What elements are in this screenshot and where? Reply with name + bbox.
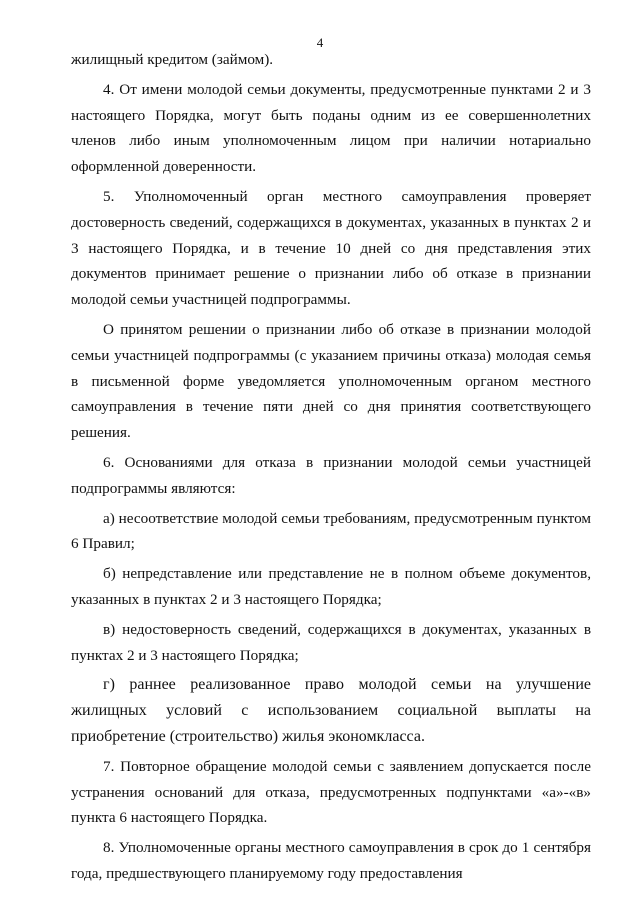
paragraph-item-7: 7. Повторное обращение молодой семьи с заявлением допускается после устранения оснований для отказа, предусмотренных подпунктами «а»-«в» пункта 6 настоящего Порядка. (71, 757, 591, 827)
paragraph-item-6: 6. Основаниями для отказа в признании молодой семьи участницей подпрограммы являются: (71, 453, 591, 497)
paragraph-subitem-a: а) несоответствие молодой семьи требованиям, предусмотренным пунктом 6 Правил; (71, 509, 591, 553)
paragraph-item-8: 8. Уполномоченные органы местного самоуправления в срок до 1 сентября года, предшествующего планируемому году предоставления (71, 839, 591, 882)
page-number: 4 (316, 35, 324, 50)
paragraph-decision-notice: О принятом решении о признании либо об отказе в признании молодой семьи участницей подпрограммы (с указанием причины отказа) молодая семья в письменной форме уведомляется уполномоченным органом местного самоуправления в течение пяти дней со дня принятия соответствующего решения. (71, 320, 591, 442)
paragraph-continuation: жилищный кредитом (займом). (71, 51, 274, 68)
paragraph-item-4: 4. От имени молодой семьи документы, предусмотренные пунктами 2 и 3 настоящего Порядка, могут быть поданы одним из ее совершеннолетних членов либо иным уполномоченным лицом при наличии нотариально оформленной доверенности. (71, 80, 591, 176)
paragraph-subitem-v: в) недостоверность сведений, содержащихся в документах, указанных в пунктах 2 и 3 настоящего Порядка; (71, 620, 591, 664)
paragraph-subitem-b: б) непредставление или представление не в полном объеме документов, указанных в пунктах 2 и 3 настоящего Порядка; (71, 565, 591, 608)
document-body (71, 47, 591, 889)
paragraph-subitem-g: г) раннее реализованное право молодой семьи на улучшение жилищных условий с использованием социальной выплаты на приобретение (строительство) жилья экономкласса. (71, 676, 591, 745)
paragraph-item-5: 5. Уполномоченный орган местного самоуправления проверяет достоверность сведений, содержащихся в документах, указанных в пунктах 2 и 3 настоящего Порядка, и в течение 10 дней со дня представления этих документов принимает решение о признании либо об отказе в признании молодой семьи участницей подпрограммы. (71, 187, 591, 309)
